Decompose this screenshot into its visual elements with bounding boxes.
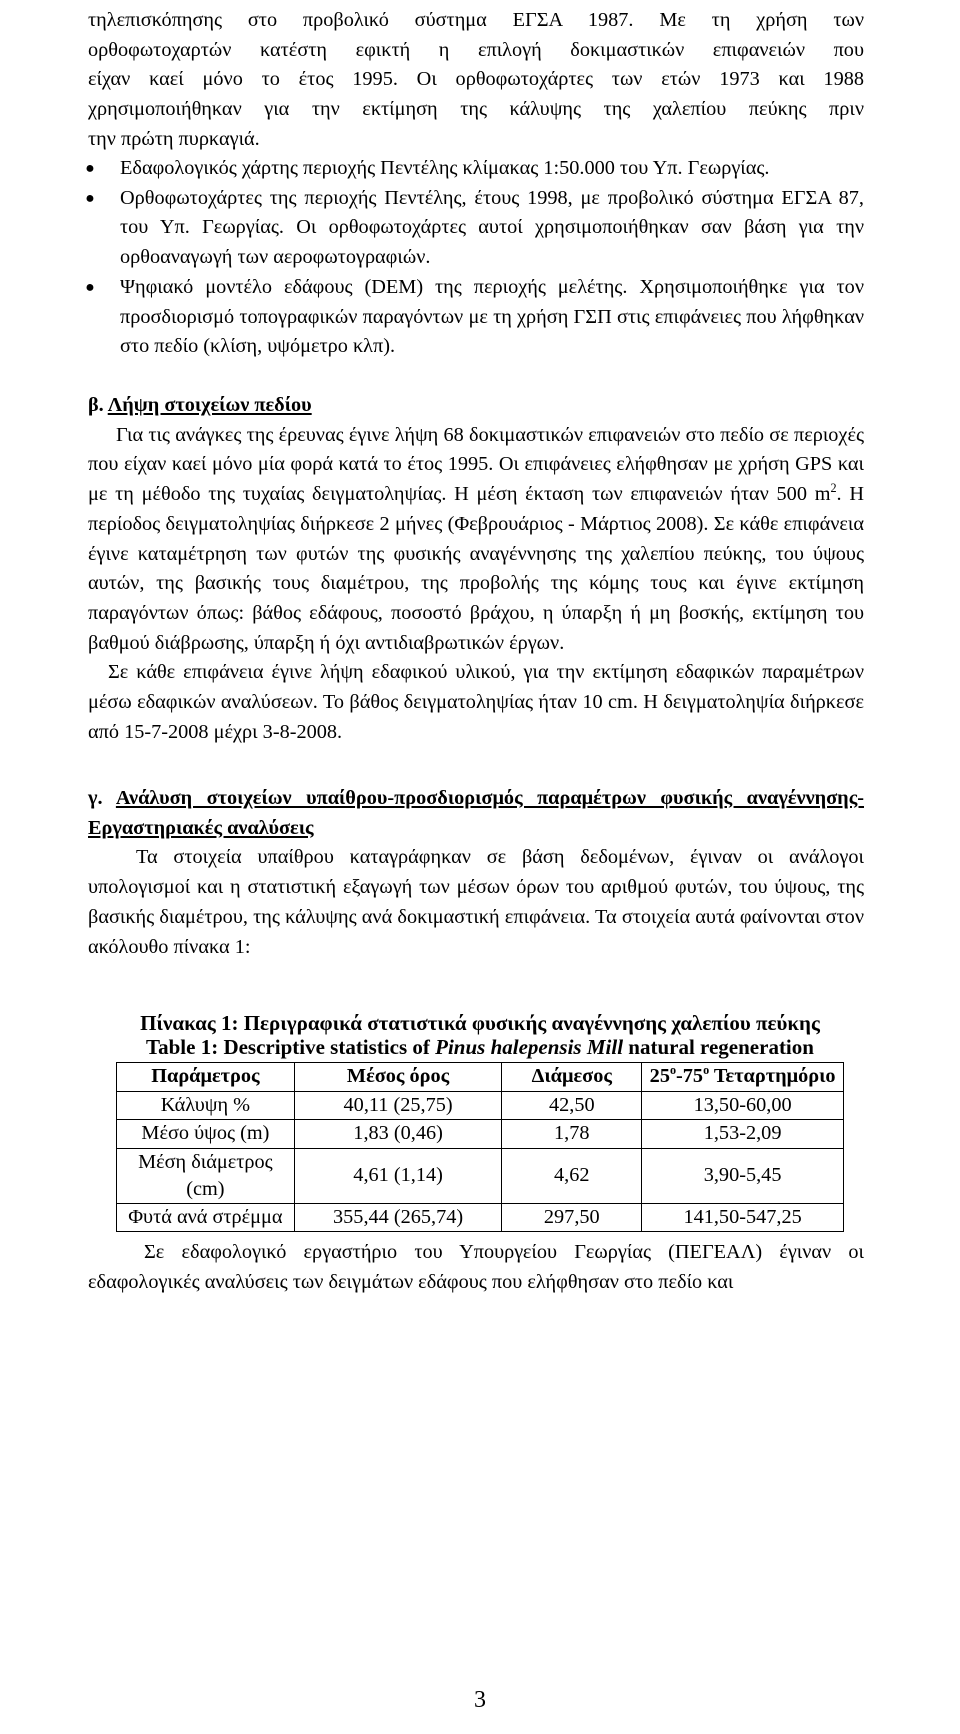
section-paragraph (88, 658, 864, 747)
table-cell: 42,50 (502, 1091, 642, 1120)
section-title: Ανάλυση στοιχείων υπαίθρου-προσδιορισμός παραμέτρων φυσικής αναγέννησης-Εργαστηριακές αναλύσεις (88, 787, 864, 839)
paragraph-text: Σε εδαφολογικό εργαστήριο του Υπουργείου Γεωργίας (ΠΕΓΕΑΛ) έγιναν οι εδαφολογικές αναλύσεις των δειγμάτων εδάφους που ελήφθησαν στο πεδίο και (88, 1241, 864, 1293)
table-cell: 13,50-60,00 (642, 1091, 844, 1120)
intro-line: είχαν καεί μόνο το έτος 1995. Οι ορθοφωτοχάρτες των ετών 1973 και 1988 (88, 68, 864, 91)
table-cell: 355,44 (265,74) (294, 1203, 502, 1232)
bullet-icon: ● (85, 189, 95, 207)
section-field-data (88, 391, 864, 747)
list-item-text: Ορθοφωτοχάρτες της περιοχής Πεντέλης, έτους 1998, με προβολικό σύστημα ΕΓΣΑ 87, του Υπ. Γεωργίας. Οι ορθοφωτοχάρτες αυτοί χρησιμοποιήθηκαν σαν βάση για την ορθοαναγωγή των αεροφωτογραφιών. (120, 186, 864, 269)
table-cell: 40,11 (25,75) (294, 1091, 502, 1120)
intro-line: την πρώτη πυρκαγιά. (88, 127, 260, 150)
data-sources-list (85, 154, 864, 362)
paragraph-text: . Η περίοδος δειγματοληψίας διήρκεσε 2 μήνες (Φεβρουάριος - Μάρτιος 2008). Σε κάθε επιφάνεια έγινε καταμέτρηση των φυτών της φυσικής αναγέννησης της χαλεπίου πεύκης, του ύψους αυτών, της βασικής τους διαμέτρου, της προβολής της κόμης τους και έγινε εκτίμηση παραγόντων όπως: βάθος εδάφους, ποσοστό βράχου, η ύπαρξη ή μη βοσκής, εκτίμηση του βαθμού διάβρωσης, ύπαρξη ή όχι αντιδιαβρωτικών έργων. (88, 483, 864, 654)
list-item-text: Ψηφιακό μοντέλο εδάφους (DEM) της περιοχής μελέτης. Χρησιμοποιήθηκε για τον προσδιορισμό τοπογραφικών παραγόντων με τη χρήση ΓΣΠ στις επιφάνειες που λήφθηκαν στο πεδίο (κλίση, υψόμετρο κλπ). (120, 275, 864, 358)
section-paragraph (88, 843, 864, 962)
paragraph (88, 1238, 864, 1297)
table-row (117, 1091, 844, 1120)
column-header: Διάμεσος (502, 1063, 642, 1092)
column-header: Μέσος όρος (294, 1063, 502, 1092)
column-header-quartile: $25^o-75^o$ Τεταρτημόριο (642, 1063, 844, 1092)
table-cell: Φυτά ανά στρέμμα (117, 1203, 295, 1232)
caption-text: Table 1: Descriptive statistics of (146, 1035, 436, 1059)
table-cell: 1,53-2,09 (642, 1120, 844, 1149)
bullet-icon: ● (85, 278, 95, 296)
table-cell: Μέση διάμετρος (cm) (117, 1148, 295, 1203)
table-cell: 1,78 (502, 1120, 642, 1149)
intro-line: χρησιμοποιήθηκαν για την εκτίμηση της κάλυψης της χαλεπίου πεύκης πριν (88, 98, 864, 121)
section-heading (88, 391, 864, 421)
intro-line: τηλεπισκόπησης στο προβολικό σύστημα ΕΓΣΑ 1987. Με τη χρήση των (88, 9, 864, 31)
section-title: Λήψη στοιχείων πεδίου (107, 394, 312, 416)
table-cell: 4,61 (1,14) (294, 1148, 502, 1203)
page-number: 3 (474, 1687, 486, 1713)
section-analysis (88, 784, 864, 962)
intro-line: ορθοφωτοχαρτών κατέστη εφικτή η επιλογή δοκιμαστικών επιφανειών που (88, 38, 864, 61)
table-cell: 4,62 (502, 1148, 642, 1203)
list-item-text: Εδαφολογικός χάρτης περιοχής Πεντέλης κλίμακας 1:50.000 του Υπ. Γεωργίας. (120, 157, 770, 179)
table-cell: 141,50-547,25 (642, 1203, 844, 1232)
caption-text: natural regeneration (623, 1035, 814, 1059)
table-cell: 297,50 (502, 1203, 642, 1232)
list-item (85, 154, 864, 184)
paragraph-text: Σε κάθε επιφάνεια έγινε λήψη εδαφικού υλικού, για την εκτίμηση εδαφικών παραμέτρων μέσω εδαφικών αναλύσεων. Το βάθος δειγματοληψίας ήταν 10 cm. Η δειγματοληψία διήρκεσε από 15-7-2008 μέχρι 3-8-2008. (88, 661, 864, 743)
table-cell: 3,90-5,45 (642, 1148, 844, 1203)
table-row (117, 1203, 844, 1232)
table-cell: Μέσο ύψος (m) (117, 1120, 295, 1149)
table-row (117, 1148, 844, 1203)
species-name: Pinus halepensis Mill (435, 1035, 624, 1059)
column-header: Παράμετρος (117, 1063, 295, 1092)
table-header-row (117, 1063, 844, 1092)
paragraph-text: Τα στοιχεία υπαίθρου καταγράφηκαν σε βάση δεδομένων, έγιναν οι ανάλογοι υπολογισμοί και η στατιστική εξαγωγή των μέσων όρων του αριθμού φυτών, του ύψους, της βασικής διαμέτρου, της κάλυψης ανά δοκιμαστική επιφάνεια. Τα στοιχεία αυτά φαίνονται στον ακόλουθο πίνακα 1: (88, 846, 864, 958)
list-item (85, 273, 864, 362)
table-cell: Κάλυψη % (117, 1091, 295, 1120)
section-paragraph (88, 421, 864, 659)
section-letter: γ. (88, 787, 103, 809)
section-letter: β. (88, 394, 104, 416)
table-caption-english (0, 1032, 960, 1062)
section-heading (88, 784, 864, 843)
statistics-table (116, 1062, 844, 1232)
table-cell: 1,83 (0,46) (294, 1120, 502, 1149)
list-item (85, 184, 864, 273)
superscript: 2 (830, 481, 837, 496)
bullet-icon: ● (85, 160, 95, 177)
table-caption-greek: Πίνακας 1: Περιγραφικά στατιστικά φυσικής αναγέννησης χαλεπίου πεύκης (140, 1011, 820, 1035)
intro-paragraph (88, 6, 864, 155)
table-row (117, 1120, 844, 1149)
paragraph-text: Για τις ανάγκες της έρευνας έγινε λήψη 68 δοκιμαστικών επιφανειών στο πεδίο σε περιοχές που είχαν καεί μόνο μία φορά κατά το έτος 1995. Οι επιφάνειες ελήφθησαν με χρήση GPS και με τη μέθοδο της τυχαίας δειγματοληψίας. Η μέση έκταση των επιφανειών ήταν 500 m (88, 423, 864, 506)
closing-paragraph (88, 1238, 864, 1297)
